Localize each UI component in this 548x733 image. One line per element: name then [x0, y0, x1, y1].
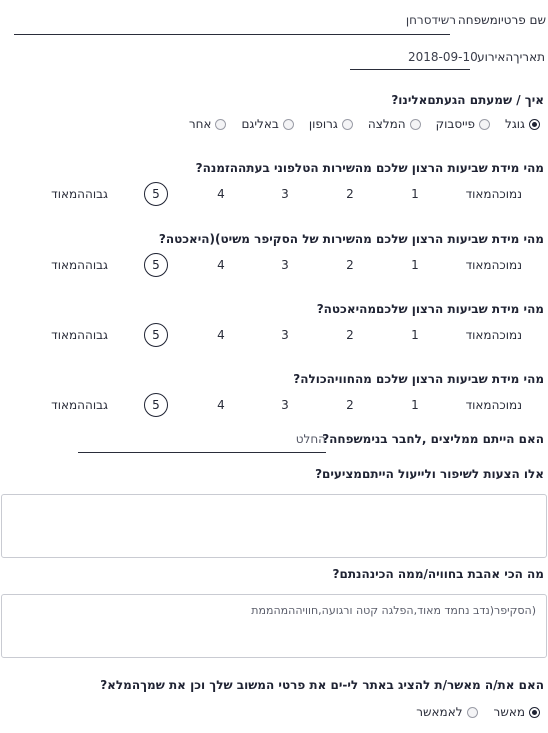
scale-option-4[interactable]: 4: [217, 398, 225, 412]
scale-option-5-selected[interactable]: 5: [144, 253, 168, 277]
scale-question-experience: מהי מידת שביעות הרצון שלכם מהחוויהכולה?: [293, 372, 544, 386]
radio-icon[interactable]: [215, 119, 226, 130]
scale-high-label: גבוההמאוד: [51, 258, 108, 272]
scale-option-1[interactable]: 1: [411, 328, 419, 342]
suggestions-textarea[interactable]: [1, 494, 547, 558]
source-option-recommendation[interactable]: המלצה: [368, 117, 421, 131]
radio-icon[interactable]: [467, 707, 478, 718]
recommend-underline: [78, 452, 326, 453]
scale-option-5-selected[interactable]: 5: [144, 323, 168, 347]
scale-option-4[interactable]: 4: [217, 328, 225, 342]
scale-option-1[interactable]: 1: [411, 398, 419, 412]
loved-question: מה הכי אהבת בחוויה/ממה הכינהנתם?: [332, 567, 544, 581]
source-options: [189, 117, 540, 131]
radio-selected-icon[interactable]: [529, 707, 540, 718]
scale-low-label: נמוכהמאוד: [465, 258, 522, 272]
loved-textarea[interactable]: [1, 594, 547, 658]
suggestions-question: אלו הצעות לשיפור ולייעול הייתםמציעים?: [315, 467, 544, 481]
scale-option-4[interactable]: 4: [217, 258, 225, 272]
scale-option-2[interactable]: 2: [346, 398, 354, 412]
name-value[interactable]: רשידסרחן: [405, 13, 456, 27]
scale-question-phone: מהי מידת שביעות הרצון שלכם מהשירות הטלפוני בעתההזמנה?: [195, 161, 544, 175]
name-label: שם פרטיומשפחה: [457, 13, 546, 27]
scale-option-3[interactable]: 3: [281, 187, 289, 201]
radio-icon[interactable]: [479, 119, 490, 130]
scale-option-4[interactable]: 4: [217, 187, 225, 201]
consent-question: האם את/ה מאשר/ת להציג באתר לי-ים את פרטי המשוב שלך וכן את שמךהמלא?: [100, 678, 544, 692]
source-option-groupon[interactable]: גרופון: [309, 117, 353, 131]
date-value[interactable]: 2018-09-10: [408, 50, 478, 64]
scale-option-1[interactable]: 1: [411, 258, 419, 272]
consent-option-deny[interactable]: לאמאשר: [416, 705, 477, 719]
consent-options: [416, 705, 540, 719]
recommend-question: האם הייתם ממליצים ,לחבר בנימשפחה?: [322, 432, 544, 446]
loved-text: (הסקיפר(נדב נחמד מאוד,הפלגה קטה ורגועה,חוויההמהממת: [251, 604, 536, 617]
consent-option-approve[interactable]: מאשר: [494, 705, 540, 719]
radio-icon[interactable]: [283, 119, 294, 130]
suggestions-text: [2, 495, 546, 511]
radio-icon[interactable]: [410, 119, 421, 130]
source-option-baligam[interactable]: באליגם: [241, 117, 293, 131]
scale-option-2[interactable]: 2: [346, 187, 354, 201]
scale-option-3[interactable]: 3: [281, 398, 289, 412]
recommend-value[interactable]: החלט: [295, 432, 326, 446]
scale-option-5-selected[interactable]: 5: [144, 393, 168, 417]
scale-low-label: נמוכהמאוד: [465, 187, 522, 201]
date-underline: [350, 69, 470, 70]
scale-option-3[interactable]: 3: [281, 328, 289, 342]
scale-high-label: גבוההמאוד: [51, 398, 108, 412]
radio-selected-icon[interactable]: [529, 119, 540, 130]
source-question: איך / שמעתם הגעתםאלינו?: [391, 93, 544, 107]
scale-option-3[interactable]: 3: [281, 258, 289, 272]
source-option-facebook[interactable]: פייסבוק: [436, 117, 490, 131]
scale-high-label: גבוההמאוד: [51, 187, 108, 201]
scale-option-5-selected[interactable]: 5: [144, 182, 168, 206]
scale-low-label: נמוכהמאוד: [465, 328, 522, 342]
scale-option-1[interactable]: 1: [411, 187, 419, 201]
scale-low-label: נמוכהמאוד: [465, 398, 522, 412]
source-option-other[interactable]: אחר: [189, 117, 227, 131]
source-option-google[interactable]: גוגל: [505, 117, 540, 131]
scale-option-2[interactable]: 2: [346, 258, 354, 272]
scale-high-label: גבוההמאוד: [51, 328, 108, 342]
date-label: תאריךהאירוע: [477, 50, 545, 64]
name-underline: [14, 34, 450, 35]
scale-question-skipper: מהי מידת שביעות הרצון שלכם מהשירות של הסקיפר משיט)(היאכטה?: [158, 232, 544, 246]
radio-icon[interactable]: [342, 119, 353, 130]
scale-option-2[interactable]: 2: [346, 328, 354, 342]
scale-question-yacht: מהי מידת שביעות הרצון שלכםמהיאכטה?: [316, 302, 544, 316]
